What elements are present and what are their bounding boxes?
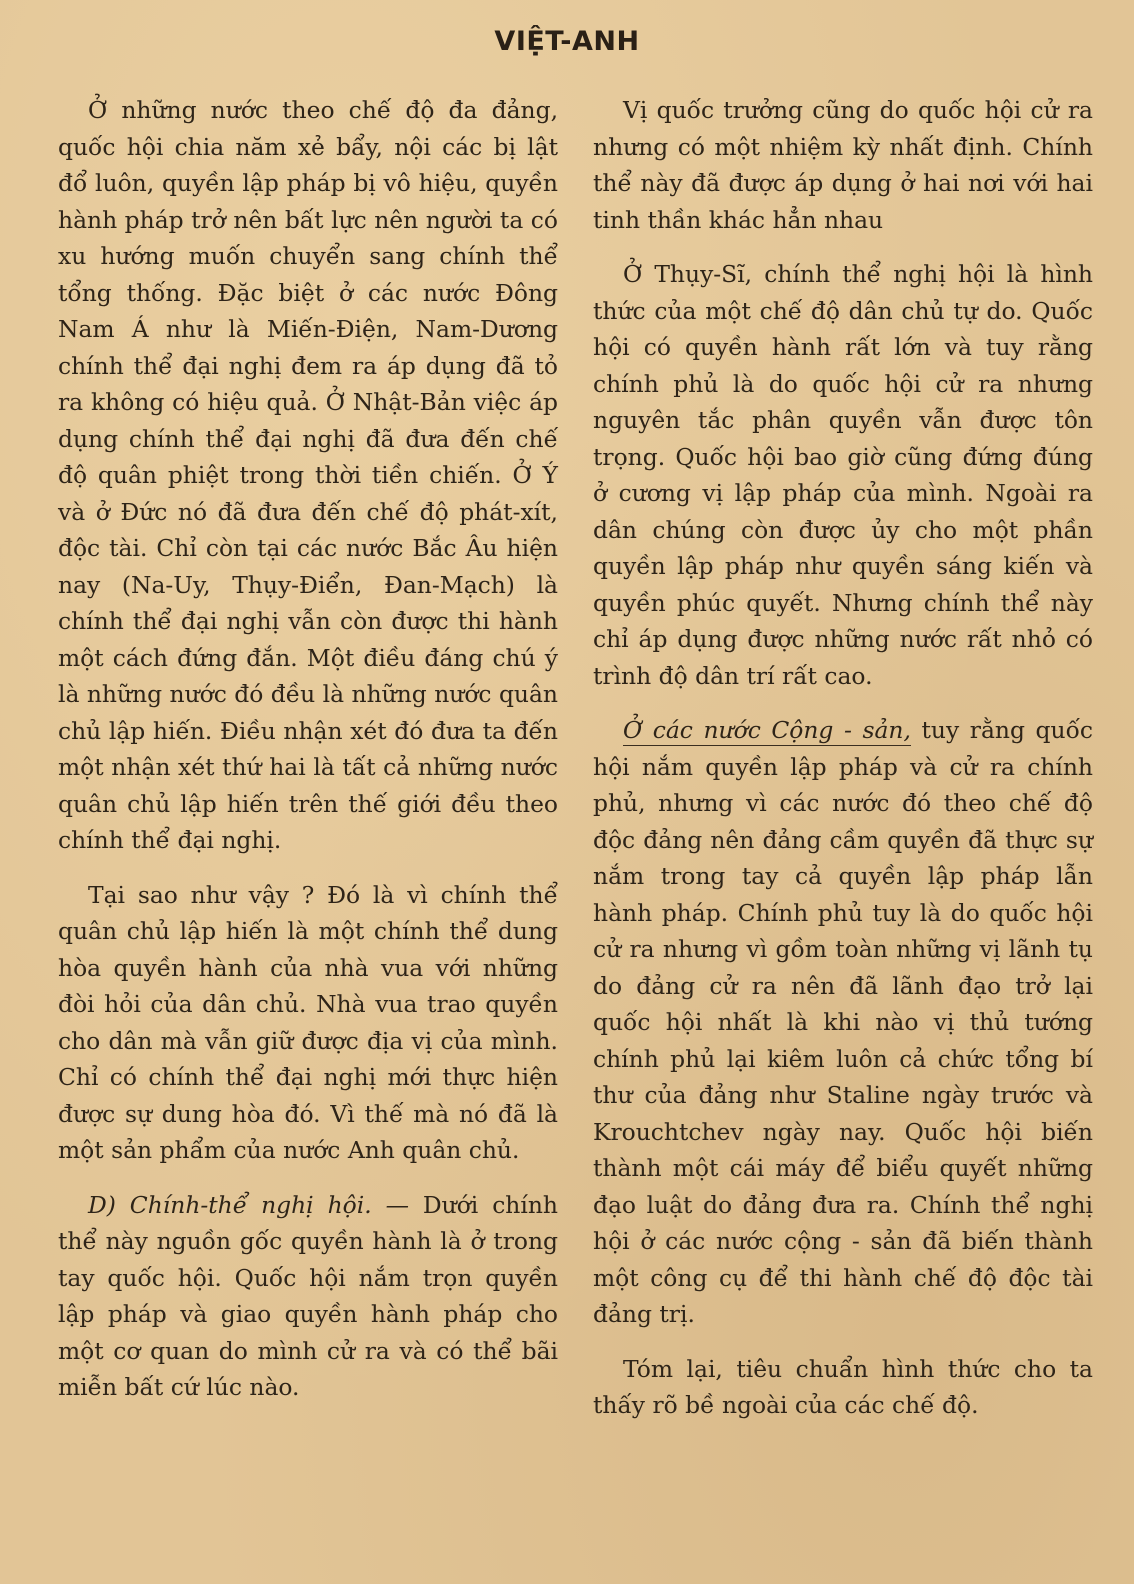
right-column [593,92,1093,1424]
paragraph: Vị quốc trưởng cũng do quốc hội cử ra nhưng có một nhiệm kỳ nhất định. Chính thể này đã được áp dụng ở hai nơi với hai tinh thần khác hẳn nhau [593,96,1093,234]
section-paragraph [58,1187,558,1406]
left-column [58,92,558,1406]
section-body: Dưới chính thể này nguồn gốc quyền hành là ở trong tay quốc hội. Quốc hội nắm trọn quyền lập pháp và giao quyền hành pháp cho một cơ quan do mình cử ra và có thể bãi miễn bất cứ lúc nào. [58,1190,558,1401]
running-head: VIỆT-ANH [494,26,640,57]
section-paragraph [593,712,1093,1333]
section-heading: D) Chính-thể nghị hội. — [88,1190,409,1219]
paragraph: Tại sao như vậy ? Đó là vì chính thể quân chủ lập hiến là một chính thể dung hòa quyền hành của nhà vua với những đòi hỏi của dân chủ. Nhà vua trao quyền cho dân mà vẫn giữ được địa vị của mình. Chỉ có chính thể đại nghị mới thực hiện được sự dung hòa đó. Vì thế mà nó đã là một sản phẩm của nước Anh quân chủ. [58,880,558,1164]
section-body: tuy rằng quốc hội nắm quyền lập pháp và cử ra chính phủ, nhưng vì các nước đó theo chế độ độc đảng nên đảng cầm quyền đã thực sự nắm trong tay cả quyền lập pháp lẫn hành pháp. Chính phủ tuy là do quốc hội cử ra nhưng vì gồm toàn những vị lãnh tụ do đảng cử ra nên đã lãnh đạo trở lại quốc hội nhất là khi nào vị thủ tướng chính phủ lại kiêm luôn cả chức tổng bí thư của đảng như Staline ngày trước và Krouchtchev ngày nay. Quốc hội biến thành một cái máy để biểu quyết những đạo luật do đảng đưa ra. Chính thể nghị hội ở các nước cộng - sản đã biến thành một công cụ để thi hành chế độ độc tài đảng trị. [593,716,1093,1328]
paragraph: Ở Thụy-Sĩ, chính thể nghị hội là hình thức của một chế độ dân chủ tự do. Quốc hội có quyền hành rất lớn và tuy rằng chính phủ là do quốc hội cử ra nhưng nguyên tắc phân quyền vẫn được tôn trọng. Quốc hội bao giờ cũng đứng đúng ở cương vị lập pháp của mình. Ngoài ra dân chúng còn được ủy cho một phần quyền lập pháp như quyền sáng kiến và quyền phúc quyết. Nhưng chính thể này chỉ áp dụng được những nước rất nhỏ có trình độ dân trí rất cao. [593,260,1093,690]
section-heading: Ở các nước Cộng - sản, [623,716,911,744]
paragraph: Tóm lại, tiêu chuẩn hình thức cho ta thấy rõ bề ngoài của các chế độ. [593,1354,1093,1419]
paragraph: Ở những nước theo chế độ đa đảng, quốc hội chia năm xẻ bẩy, nội các bị lật đổ luôn, quyền lập pháp bị vô hiệu, quyền hành pháp trở nên bất lực nên người ta có xu hướng muốn chuyển sang chính thể tổng thống. Đặc biệt ở các nước Đông Nam Á như là Miến-Điện, Nam-Dương chính thể đại nghị đem ra áp dụng đã tỏ ra không có hiệu quả. Ở Nhật-Bản việc áp dụng chính thể đại nghị đã đưa đến chế độ quân phiệt trong thời tiền chiến. Ở Ý và ở Đức nó đã đưa đến chế độ phát-xít, độc tài. Chỉ còn tại các nước Bắc Âu hiện nay (Na-Uy, Thụy-Điển, Đan-Mạch) là chính thể đại nghị vẫn còn được thi hành một cách đứng đắn. Một điều đáng chú ý là những nước đó đều là những nước quân chủ lập hiến. Điều nhận xét đó đưa ta đến một nhận xét thứ hai là tất cả những nước quân chủ lập hiến trên thế giới đều theo chính thể đại nghị. [58,96,558,854]
